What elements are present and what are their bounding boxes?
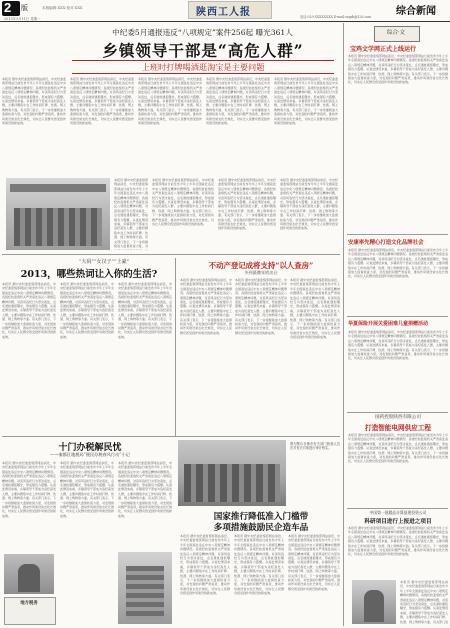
tax-box-label: 地方税务 — [20, 601, 38, 606]
rail-photo-caption: 本报讯 据中央纪委监察部网站消息，中央纪委监察部网站日前发布今年上半年全国查处违反中央八项规定精神问题情况。各级纪检监察机关严肃查处违反八项规定精神问题，对顶风违纪行为坚决查处，点名道姓通报曝光，形成强有力震慑。从查处情况来看，乡镇领导干部成为违纪高发人群，主要问题集中在工作时间打牌、饮酒、网上购物等方面。有关部门表 — [400, 580, 448, 624]
lead-body-col-8: 本报讯 据中央纪委监察部网站消息，中央纪委监察部网站日前发布今年上半年全国查处违反中央八项规定精神问题情况。各级纪检监察机关严肃查处违反八项规定精神问题，对顶风违纪行为坚决查处，点名道姓通报曝光，形成强有力震慑。从查处情况来看，乡镇领导干部成为违纪高发人群，主要问题集中在工作时间打牌、饮酒、网上购物等方面。有关部门表示，下一步将继续加大监督检查力度，对发现的问题严肃追责，推动作风建设常态化长效化，切实让人民群众感受到作风建设的新成效。 — [280, 178, 338, 231]
rail-story1-title: 宝鸡文学网正式上线运行 — [350, 46, 417, 53]
car-photo-crowd — [184, 464, 280, 502]
car-photo-caption: 图为鄂尔多斯市有关部门督查人员在对有关对象进行审计核实。 — [290, 442, 340, 451]
lead-body-col-7: 本报讯 据中央纪委监察部网站消息，中央纪委监察部网站日前发布今年上半年全国查处违反中央八项规定精神问题情况。各级纪检监察机关严肃查处违反八项规定精神问题，对顶风违纪行为坚决查处，点名道姓通报曝光，形成强有力震慑。从查处情况来看，乡镇领导干部成为违纪高发人群，主要问题集中在工作时间打牌、饮酒、网上购物等方面。有关部门表示，下一步将继续加大监督检查力度，对发现的问题严肃追责，推动作风建设常态化长效化，切实让人民群众感受到作风建设的新成效。 — [218, 178, 276, 231]
rail-rule-4 — [347, 508, 448, 509]
tax-photo — [4, 554, 54, 594]
date-line: 2013年3月11日 星期一 — [4, 17, 41, 21]
masthead — [0, 0, 450, 20]
header-small: 本版编辑:XXX 校对:XXX — [42, 6, 83, 10]
tax-col-3: 本报讯 据中央纪委监察部网站消息，中央纪委监察部网站日前发布今年上半年全国查处违反中央八项规定精神问题情况。各级纪检监察机关严肃查处违反八项规定精神问题，对顶风违纪行为坚决查处，点名道姓通报曝光，形成强有力震慑。从查处情况来看，乡镇领导干部成为违纪高发人群，主要问题集中在工作时间打牌、饮酒、网上购物等方面。有关部门表示，下一步将继续加大监督检查力度，对发现的问题严肃追责，推动作风建设常态化长效化，切实让人民群众感受到作风建设的新成效。 — [118, 461, 172, 518]
car-title-1: 国家推行降低准入门槛带 — [213, 512, 309, 522]
tax-sub: ——秦都区地税局“便民办税春风行动”小记 — [50, 452, 130, 457]
rail-rule-1 — [347, 234, 448, 235]
rail-story2-title: 安康率先精心打造文化品牌社会 — [348, 240, 424, 246]
masthead-divider — [0, 21, 450, 22]
rail-story4-kicker: 中国第一批精品计算基建投资公司 — [369, 510, 427, 515]
rail-story4-title: 科研项目进行上报进之项目 — [364, 519, 432, 525]
lead-kicker: 中纪委5月通报违反“八项规定”案件256起 曝光361人 — [112, 28, 293, 37]
mid-bottom-rule — [2, 436, 340, 437]
property-title: 不动产登记成将支持“以人查房” — [208, 261, 314, 270]
lead-body-col-1: 本报讯 据中央纪委监察部网站消息，中央纪委监察部网站日前发布今年上半年全国查处违反中央八项规定精神问题情况。各级纪检监察机关严肃查处违反八项规定精神问题，对顶风违纪行为坚决查处，点名道姓通报曝光，形成强有力震慑。从查处情况来看，乡镇领导干部成为违纪高发人群，主要问题集中在工作时间打牌、饮酒、网上购物等方面。有关部门表示，下一步将继续加大监督检查力度，对发现的问题严肃追责，推动作风建设常态化长效化，切实让人民群众感受到作风建设的新成效。 — [2, 77, 66, 126]
lead-body-col-3: 本报讯 据中央纪委监察部网站消息，中央纪委监察部网站日前发布今年上半年全国查处违反中央八项规定精神问题情况。各级纪检监察机关严肃查处违反八项规定精神问题，对顶风违纪行为坚决查处，点名道姓通报曝光，形成强有力震慑。从查处情况来看，乡镇领导干部成为违纪高发人群，主要问题集中在工作时间打牌、饮酒、网上购物等方面。有关部门表示，下一步将继续加大监督检查力度，对发现的问题严肃追责，推动作风建设常态化长效化，切实让人民群众感受到作风建设的新成效。 — [138, 77, 202, 126]
rail-ad-line1: 国药控股陕西有限公司 — [375, 415, 421, 420]
property-col-1: 本报讯 据中央纪委监察部网站消息，中央纪委监察部网站日前发布今年上半年全国查处违反中央八项规定精神问题情况。各级纪检监察机关严肃查处违反八项规定精神问题，对顶风违纪行为坚决查处，点名道姓通报曝光，形成强有力震慑。从查处情况来看，乡镇领导干部成为违纪高发人群，主要问题集中在工作时间打牌、饮酒、网上购物等方面。有关部门表示，下一步将继续加大监督检查力度，对发现的问题严肃追责，推动作风建设常态化长效化，切实让人民群众感受到作风建设的新成效。 — [180, 278, 232, 335]
tax-photo-2-figure — [126, 566, 164, 620]
rail-rule-3 — [347, 412, 448, 413]
photo-banner — [10, 184, 106, 192]
rail-ad-body: 本报讯 据中央纪委监察部网站消息，中央纪委监察部网站日前发布今年上半年全国查处违反中央八项规定精神问题情况。各级纪检监察机关严肃查处违反八项规定精神问题，对顶风违纪行为坚决查处，点名道姓通报曝光，形成强有力震慑。从查处情况来看，乡镇领导干部成为违纪高发人群，主要问题集中在工作时间打牌、饮酒、网上购物等方面。有关部门表示，下一步将继续加大监督检查力度，对发现的问题严肃追责，推动作风建设常态化长效化，切实让人民群众感受到作风建设的新成效。 — [348, 433, 448, 464]
lead-bottom-rule — [2, 254, 340, 255]
rail-story2-body: 本报讯 据中央纪委监察部网站消息，中央纪委监察部网站日前发布今年上半年全国查处违反中央八项规定精神问题情况。各级纪检监察机关严肃查处违反八项规定精神问题，对顶风违纪行为坚决查处，点名道姓通报曝光，形成强有力震慑。从查处情况来看，乡镇领导干部成为违纪高发人群，主要问题集中在工作时间打牌、饮酒、网上购物等方面。有关部门表示，下一步将继续加大监督检查力度，对发现的问题严肃追责，推动作风建设常态化长效化，切实让人民群众感受到作风建设的新成效。 — [348, 248, 448, 279]
tax-photo-figure — [18, 564, 40, 592]
rail-divider — [343, 23, 344, 626]
lead-subhead: 上班时打牌喝酒逛淘宝是主要问题 — [72, 60, 334, 74]
car-title-2: 多项措施鼓励民企造车品 — [213, 523, 309, 533]
hotwords-title: 2013，哪些热词让入你的生活? — [20, 269, 158, 280]
hotwords-kicker: “大码”“女汉子”“土豪” — [78, 259, 130, 265]
lead-body-col-5: 本报讯 据中央纪委监察部网站消息，中央纪委监察部网站日前发布今年上半年全国查处违反中央八项规定精神问题情况。各级纪检监察机关严肃查处违反八项规定精神问题，对顶风违纪行为坚决查处，点名道姓通报曝光，形成强有力震慑。从查处情况来看，乡镇领导干部成为违纪高发人群，主要问题集中在工作时间打牌、饮酒、网上购物等方面。有关部门表示，下一步将继续加大监督检查力度，对发现的问题严肃追责，推动作风建设常态化长效化，切实让人民群众感受到作风建设的新成效。 — [274, 77, 338, 126]
rail-ad-line2: 打造智能电网供应工程 — [365, 424, 431, 432]
car-col-1: 本报讯 据中央纪委监察部网站消息，中央纪委监察部网站日前发布今年上半年全国查处违反中央八项规定精神问题情况。各级纪检监察机关严肃查处违反八项规定精神问题，对顶风违纪行为坚决查处，点名道姓通报曝光，形成强有力震慑。从查处情况来看，乡镇领导干部成为违纪高发人群，主要问题集中在工作时间打牌、饮酒、网上购物等方面。有关部门表示，下一步将继续加大监督检查力度，对发现的问题严肃追责，推动作风建设常态化长效化，切实让人民群众感受到作风建设的新成效。 — [180, 534, 230, 596]
property-col-2: 本报讯 据中央纪委监察部网站消息，中央纪委监察部网站日前发布今年上半年全国查处违反中央八项规定精神问题情况。各级纪检监察机关严肃查处违反八项规定精神问题，对顶风违纪行为坚决查处，点名道姓通报曝光，形成强有力震慑。从查处情况来看，乡镇领导干部成为违纪高发人群，主要问题集中在工作时间打牌、饮酒、网上购物等方面。有关部门表示，下一步将继续加大监督检查力度，对发现的问题严肃追责，推动作风建设常态化长效化，切实让人民群众感受到作风建设的新成效。 — [235, 278, 287, 335]
rail-photo — [352, 580, 396, 624]
tax-col-2: 本报讯 据中央纪委监察部网站消息，中央纪委监察部网站日前发布今年上半年全国查处违反中央八项规定精神问题情况。各级纪检监察机关严肃查处违反八项规定精神问题，对顶风违纪行为坚决查处，点名道姓通报曝光，形成强有力震慑。从查处情况来看，乡镇领导干部成为违纪高发人群，主要问题集中在工作时间打牌、饮酒、网上购物等方面。有关部门表示，下一步将继续加大监督检查力度，对发现的问题严肃追责，推动作风建设常态化长效化，切实让人民群众感受到作风建设的新成效。 — [60, 461, 114, 518]
property-sub: 多到最微年底出台 — [244, 270, 278, 275]
lead-headline: 乡镇领导干部是“高危人群” — [102, 41, 304, 60]
car-col-2: 本报讯 据中央纪委监察部网站消息，中央纪委监察部网站日前发布今年上半年全国查处违反中央八项规定精神问题情况。各级纪检监察机关严肃查处违反八项规定精神问题，对顶风违纪行为坚决查处，点名道姓通报曝光，形成强有力震慑。从查处情况来看，乡镇领导干部成为违纪高发人群，主要问题集中在工作时间打牌、饮酒、网上购物等方面。有关部门表示，下一步将继续加大监督检查力度，对发现的问题严肃追责，推动作风建设常态化长效化，切实让人民群众感受到作风建设的新成效。 — [234, 534, 284, 596]
rail-story3-title: 华夏保险开展关爱困难儿童捐赠活动 — [348, 321, 429, 327]
tax-title: 十门办税解民忧 — [58, 443, 122, 453]
lead-body-col-6: 本报讯 据中央纪委监察部网站消息，中央纪委监察部网站日前发布今年上半年全国查处违反中央八项规定精神问题情况。各级纪检监察机关严肃查处违反八项规定精神问题，对顶风违纪行为坚决查处，点名道姓通报曝光，形成强有力震慑。从查处情况来看，乡镇领导干部成为违纪高发人群，主要问题集中在工作时间打牌、饮酒、网上购物等方面。有关部门表示，下一步将继续加大监督检查力度，对发现的问题严肃追责，推动作风建设常态化长效化，切实让人民群众感受到作风建设的新成效。 — [152, 178, 214, 227]
hotwords-col-1: 本报讯 据中央纪委监察部网站消息，中央纪委监察部网站日前发布今年上半年全国查处违反中央八项规定精神问题情况。各级纪检监察机关严肃查处违反八项规定精神问题，对顶风违纪行为坚决查处，点名道姓通报曝光，形成强有力震慑。从查处情况来看，乡镇领导干部成为违纪高发人群，主要问题集中在工作时间打牌、饮酒、网上购物等方面。有关部门表示，下一步将继续加大监督检查力度，对发现的问题严肃追责，推动作风建设常态化长效化，切实让人民群众感受到作风建设的新成效。 — [2, 282, 56, 339]
photo-people — [14, 208, 102, 246]
page-suffix: 版 — [21, 4, 28, 12]
rail-story3-body: 本报讯 据中央纪委监察部网站消息，中央纪委监察部网站日前发布今年上半年全国查处违反中央八项规定精神问题情况。各级纪检监察机关严肃查处违反八项规定精神问题，对顶风违纪行为坚决查处，点名道姓通报曝光，形成强有力震慑。从查处情况来看，乡镇领导干部成为违纪高发人群，主要问题集中在工作时间打牌、饮酒、网上购物等方面。有关部门表示，下一步将继续加大监督检查力度，对发现的问题严肃追责，推动作风建设常态化长效化，切实让人民群众感受到作风建设的新成效。 — [348, 330, 448, 361]
property-col-3: 本报讯 据中央纪委监察部网站消息，中央纪委监察部网站日前发布今年上半年全国查处违反中央八项规定精神问题情况。各级纪检监察机关严肃查处违反八项规定精神问题，对顶风违纪行为坚决查处，点名道姓通报曝光，形成强有力震慑。从查处情况来看，乡镇领导干部成为违纪高发人群，主要问题集中在工作时间打牌、饮酒、网上购物等方面。有关部门表示，下一步将继续加大监督检查力度，对发现的问题严肃追责，推动作风建设常态化长效化，切实让人民群众感受到作风建设的新成效。 — [290, 278, 340, 340]
tax-col-1: 本报讯 据中央纪委监察部网站消息，中央纪委监察部网站日前发布今年上半年全国查处违反中央八项规定精神问题情况。各级纪检监察机关严肃查处违反八项规定精神问题，对顶风违纪行为坚决查处，点名道姓通报曝光，形成强有力震慑。从查处情况来看，乡镇领导干部成为违纪高发人群，主要问题集中在工作时间打牌、饮酒、网上购物等方面。有关部门表示，下一步将继续加大监督检查力度，对发现的问题严肃追责，推动作风建设常态化长效化，切实让人民群众感受到作风建设的新成效。 — [2, 461, 56, 518]
section-title: 综合新闻 — [396, 6, 436, 17]
lead-body-col-4: 本报讯 据中央纪委监察部网站消息，中央纪委监察部网站日前发布今年上半年全国查处违反中央八项规定精神问题情况。各级纪检监察机关严肃查处违反八项规定精神问题，对顶风违纪行为坚决查处，点名道姓通报曝光，形成强有力震慑。从查处情况来看，乡镇领导干部成为违纪高发人群，主要问题集中在工作时间打牌、饮酒、网上购物等方面。有关部门表示，下一步将继续加大监督检查力度，对发现的问题严肃追责，推动作风建设常态化长效化，切实让人民群众感受到作风建设的新成效。 — [206, 77, 270, 126]
hotwords-col-2: 本报讯 据中央纪委监察部网站消息，中央纪委监察部网站日前发布今年上半年全国查处违反中央八项规定精神问题情况。各级纪检监察机关严肃查处违反八项规定精神问题，对顶风违纪行为坚决查处，点名道姓通报曝光，形成强有力震慑。从查处情况来看，乡镇领导干部成为违纪高发人群，主要问题集中在工作时间打牌、饮酒、网上购物等方面。有关部门表示，下一步将继续加大监督检查力度，对发现的问题严肃追责，推动作风建设常态化长效化，切实让人民群众感受到作风建设的新成效。 — [60, 282, 114, 339]
lead-photo — [6, 178, 110, 250]
paper-name: 陕西工人报 — [196, 7, 251, 18]
rail-photo-figure — [364, 590, 384, 622]
rail-heading: 综合·文 — [387, 30, 405, 36]
lead-photo-side-text: 本报讯 据中央纪委监察部网站消息，中央纪委监察部网站日前发布今年上半年全国查处违反中央八项规定精神问题情况。各级纪检监察机关严肃查处违反八项规定精神问题，对顶风违纪行为坚决查处，点名道姓通报曝光，形成强有力震慑。从查处情况来看，乡镇领导干部成为违纪高发人群，主要问题集中在工作时间打牌、饮酒、网上购物等方面。有关部门表示，下一步将继续加大监督检查力度，对 — [114, 178, 148, 249]
rail-story4-body: 本报讯 据中央纪委监察部网站消息，中央纪委监察部网站日前发布今年上半年全国查处违反中央八项规定精神问题情况。各级纪检监察机关严肃查处违反八项规定精神问题，对顶风违纪行为坚决查处，点名道姓通报曝光，形成强有力震慑。从查处情况来看，乡镇领导干部成为违纪高发人群，主要问题集中在工作时间打牌、饮酒、网上购物等方面。有关部门表示，下一步将继续加大监督检查力度，对发现的问题严肃追责，推动作风建设常态化长效化，切实让人民群众感受到作风建设的新成效。 — [348, 526, 448, 557]
car-col-3: 本报讯 据中央纪委监察部网站消息，中央纪委监察部网站日前发布今年上半年全国查处违反中央八项规定精神问题情况。各级纪检监察机关严肃查处违反八项规定精神问题，对顶风违纪行为坚决查处，点名道姓通报曝光，形成强有力震慑。从查处情况来看，乡镇领导干部成为违纪高发人群，主要问题集中在工作时间打牌、饮酒、网上购物等方面。有关部门表示，下一步将继续加大监督检查力度，对发现的问题严肃追责，推动作风建设常态化长效化，切实让人民群众感受到作风建设的新成效。 — [288, 534, 340, 591]
lead-body-col-2: 本报讯 据中央纪委监察部网站消息，中央纪委监察部网站日前发布今年上半年全国查处违反中央八项规定精神问题情况。各级纪检监察机关严肃查处违反八项规定精神问题，对顶风违纪行为坚决查处，点名道姓通报曝光，形成强有力震慑。从查处情况来看，乡镇领导干部成为违纪高发人群，主要问题集中在工作时间打牌、饮酒、网上购物等方面。有关部门表示，下一步将继续加大监督检查力度，对发现的问题严肃追责，推动作风建设常态化长效化，切实让人民群众感受到作风建设的新成效。 — [70, 77, 134, 126]
car-photo — [178, 440, 286, 506]
page-number: 2 — [4, 0, 12, 15]
header-right: 电话:029-XXXXXXXX E-mail:sxgrb@126.com — [300, 15, 372, 19]
mid-vertical-rule — [175, 258, 176, 436]
rail-rule-2 — [347, 316, 448, 317]
tax-photo-2 — [118, 552, 172, 624]
hotwords-col-3: 本报讯 据中央纪委监察部网站消息，中央纪委监察部网站日前发布今年上半年全国查处违反中央八项规定精神问题情况。各级纪检监察机关严肃查处违反八项规定精神问题，对顶风违纪行为坚决查处，点名道姓通报曝光，形成强有力震慑。从查处情况来看，乡镇领导干部成为违纪高发人群，主要问题集中在工作时间打牌、饮酒、网上购物等方面。有关部门表示，下一步将继续加大监督检查力度，对发现的问题严肃追责，推动作风建设常态化长效化，切实让人民群众感受到作风建设的新成效。 — [118, 282, 172, 339]
rail-story1-body: 本报讯 据中央纪委监察部网站消息，中央纪委监察部网站日前发布今年上半年全国查处违反中央八项规定精神问题情况。各级纪检监察机关严肃查处违反八项规定精神问题，对顶风违纪行为坚决查处，点名道姓通报曝光，形成强有力震慑。从查处情况来看，乡镇领导干部成为违纪高发人群，主要问题集中在工作时间打牌、饮酒、网上购物等方面。有关部门表示，下一步将继续加大监督检查力度，对发现的问题严肃追责，推动作风建设常态化长效化，切实让人民群众感受到作风建设的新成效。 — [348, 54, 448, 85]
